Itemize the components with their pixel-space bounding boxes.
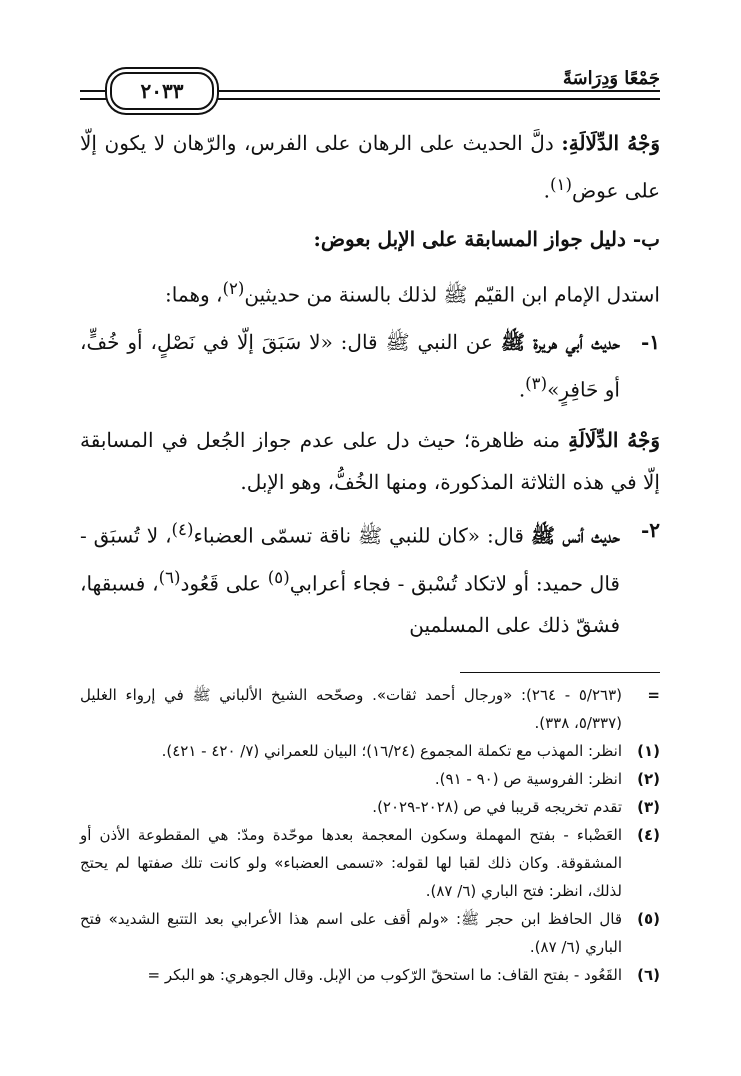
footnote-text: القَعُود - بفتح القاف: ما استحقّ الرّكوب من الإبل. وقال الجوهري: هو البكر = xyxy=(147,966,622,984)
footnote-1 xyxy=(80,737,660,765)
page-number: ٢٠٣٣ xyxy=(110,72,214,110)
footnote-text: انظر: الفروسية ص (٩٠ - ٩١). xyxy=(434,770,622,788)
footnote-6 xyxy=(80,961,660,989)
footnote-continuation xyxy=(80,681,660,737)
evidence-text: منه ظاهرة؛ حيث دل على عدم جواز الجُعل في المسابقة إلّا في هذه الثلاثة المذكورة، ومنها الخُفُّ، وهو الإبل. xyxy=(80,427,660,494)
footnote-number: (٢) xyxy=(637,770,660,788)
page-header xyxy=(80,62,660,114)
intro-end: ، وهما: xyxy=(165,282,223,307)
footnote-4 xyxy=(80,821,660,905)
footnote-ref: (١) xyxy=(550,175,572,194)
hadith-text: قال: «كان للنبي ﷺ ناقة تسمّى العضباء xyxy=(193,523,531,548)
footnote-number: (٣) xyxy=(637,798,660,816)
footnote-number: (٥) xyxy=(637,910,660,928)
footnote-number: (٦) xyxy=(637,966,660,984)
footnote-ref: (٦) xyxy=(158,567,181,587)
footnote-ref: (٢) xyxy=(222,278,245,298)
footnote-text: (٥/٢٦٣ - ٢٦٤): «ورجال أحمد ثقات». وصحّحه الشيخ الألباني ﷺ في إرواء الغليل (٥/٣٣٧، ٣٣٨). xyxy=(80,686,622,732)
main-text xyxy=(80,122,660,646)
hadith-label: حديث أنس ﷺ xyxy=(530,523,620,548)
intro-text: استدل الإمام ابن القيّم ﷺ لذلك بالسنة من حديثين xyxy=(244,282,660,307)
paragraph-evidence-camel xyxy=(80,419,660,503)
footnote-5 xyxy=(80,905,660,961)
list-item-2 xyxy=(80,509,660,646)
evidence-label: وَجْهُ الدِّلَالَةِ: xyxy=(561,131,660,155)
running-title: جَمْعًا وَدِرَاسَةً xyxy=(562,68,660,89)
footnote-3 xyxy=(80,793,660,821)
sentence-end: . xyxy=(543,178,551,203)
sentence-end: . xyxy=(518,377,526,402)
footnote-number: = xyxy=(647,686,660,704)
list-body xyxy=(80,321,620,411)
evidence-label: وَجْهُ الدِّلَالَةِ xyxy=(568,427,660,452)
footnote-ref: (٥) xyxy=(267,567,290,587)
section-heading-camels: ب- دليل جواز المسابقة على الإبل بعوض: xyxy=(313,226,660,251)
footnote-text: قال الحافظ ابن حجر ﷺ: «ولم أقف على اسم هذا الأعرابي بعد التتبع الشديد» فتح الباري (٦/ ٨٧). xyxy=(80,910,622,956)
footnote-ref: (٤) xyxy=(171,519,194,539)
footnote-ref: (٣) xyxy=(525,374,548,394)
footnote-text: انظر: المهذب مع تكملة المجموع (١٦/٢٤)؛ البيان للعمراني (٧/ ٤٢٠ - ٤٢١). xyxy=(161,742,622,760)
hadith-text: عن النبي ﷺ قال: «لا سَبَقَ إلّا في نَصْلٍ، أو خُفٍّ، أو حَافِرٍ» xyxy=(80,330,620,402)
footnote-text: تقدم تخريجه قريبا في ص (٢٠٢٨-٢٠٢٩). xyxy=(372,798,622,816)
hadith-text: ، فسبقها، فشقّ ذلك على المسلمين xyxy=(80,571,620,638)
list-number: ٢- xyxy=(640,517,660,542)
evidence-text: دلَّ الحديث على الرهان على الفرس، والرّهان لا يكون إلّا على عوض xyxy=(80,131,660,203)
hadith-text: على قَعُود xyxy=(180,571,268,596)
footnote-number: (٤) xyxy=(637,826,660,844)
footnote-2 xyxy=(80,765,660,793)
list-number: ١- xyxy=(640,330,660,355)
hadith-label: حديث أبي هريرة ﷺ xyxy=(500,330,621,355)
paragraph-evidence-horse xyxy=(80,122,660,212)
list-body xyxy=(80,509,620,646)
list-item-1 xyxy=(80,321,660,411)
footnotes xyxy=(80,672,660,989)
footnote-number: (١) xyxy=(637,742,660,760)
paragraph-ibn-qayyim xyxy=(80,268,660,316)
hadith-text: ، لا تُسبَق - قال حميد: أو لاتكاد تُسْبق - فجاء أعرابي xyxy=(80,523,620,596)
footnote-text: العَضْباء - بفتح المهملة وسكون المعجمة بعدها موحّدة ومدّ: هي المقطوعة الأذن أو المشقوقة. وكان ذلك لقبا لها لقوله: «تسمى العضباء» ولو كانت تلك صفتها لم يحتج لذلك، انظر: فتح الباري (٦/ ٨٧). xyxy=(80,826,622,900)
footnote-rule xyxy=(460,672,660,673)
